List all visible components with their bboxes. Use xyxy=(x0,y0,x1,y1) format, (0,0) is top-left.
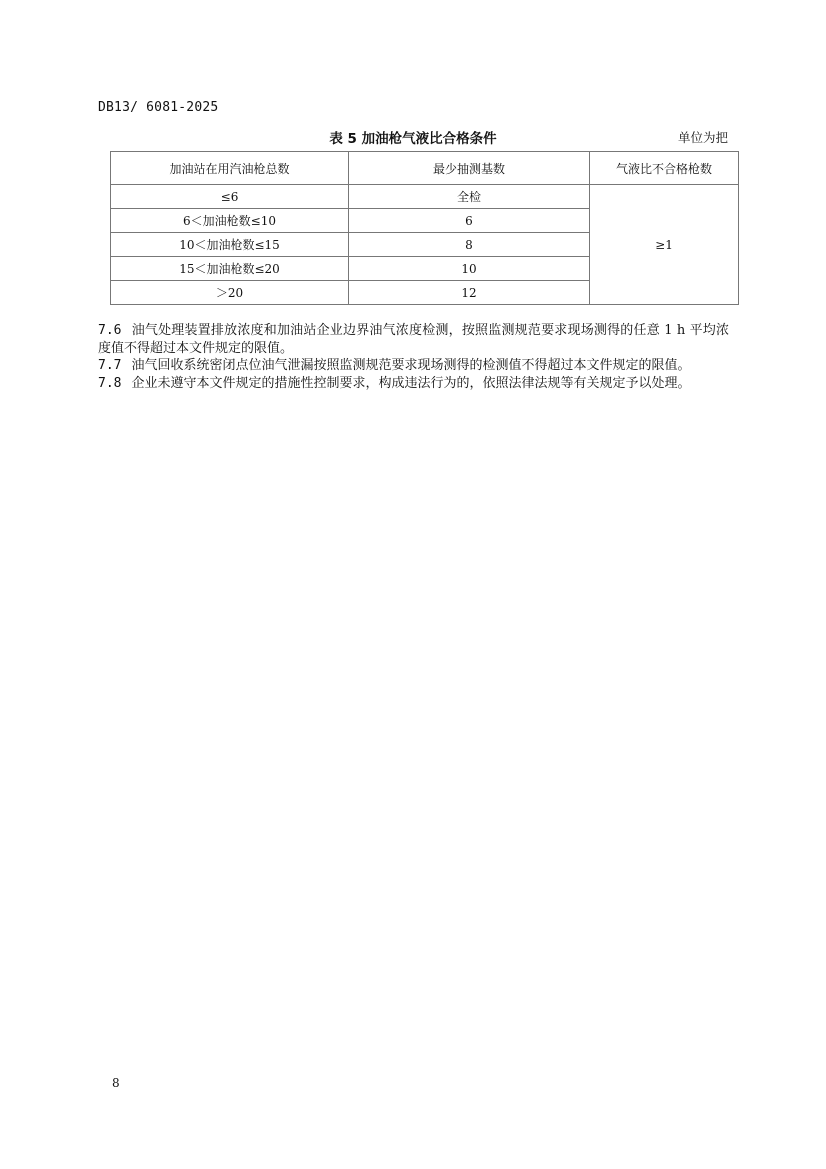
column-header: 加油站在用汽油枪总数 xyxy=(111,152,349,185)
clause-number: 7.7 xyxy=(98,358,122,373)
clause-text: 油气回收系统密闭点位油气泄漏按照监测规范要求现场测得的检测值不得超过本文件规定的限值。 xyxy=(131,358,691,373)
table-unit: 单位为把 xyxy=(678,130,729,145)
table-cell: 10＜加油枪数≤15 xyxy=(111,233,349,257)
merged-cell: ≥1 xyxy=(590,185,739,305)
table-cell: 8 xyxy=(349,233,590,257)
table-header-row xyxy=(111,152,739,185)
qualification-table xyxy=(110,151,739,305)
column-header: 气液比不合格枪数 xyxy=(590,152,739,185)
column-header: 最少抽测基数 xyxy=(349,152,590,185)
clause-number: 7.6 xyxy=(98,323,122,338)
table-cell: ≤6 xyxy=(111,185,349,209)
clause-7-7 xyxy=(98,357,729,375)
clause-number: 7.8 xyxy=(98,375,122,391)
clause-7-6 xyxy=(98,322,729,357)
table-cell: 6 xyxy=(349,209,590,233)
document-code: DB13/ 6081-2025 xyxy=(98,100,219,115)
table-cell: 12 xyxy=(349,281,590,305)
table-row xyxy=(111,185,739,209)
table-cell: 6＜加油枪数≤10 xyxy=(111,209,349,233)
clause-7-8 xyxy=(98,375,729,393)
clause-text: 企业未遵守本文件规定的措施性控制要求，构成违法行为的，依照法律法规等有关规定予以处理。 xyxy=(131,375,691,391)
clause-list xyxy=(98,322,729,392)
page-number: 8 xyxy=(112,1076,120,1090)
table-cell: 10 xyxy=(349,257,590,281)
table-cell: 全检 xyxy=(349,185,590,209)
clause-text: 油气处理装置排放浓度和加油站企业边界油气浓度检测，按照监测规范要求现场测得的任意 1 h 平均浓度值不得超过本文件规定的限值。 xyxy=(98,323,729,356)
table-title: 表 5 加油枪气液比合格条件 xyxy=(329,131,497,147)
table-cell: ＞20 xyxy=(111,281,349,305)
table-cell: 15＜加油枪数≤20 xyxy=(111,257,349,281)
